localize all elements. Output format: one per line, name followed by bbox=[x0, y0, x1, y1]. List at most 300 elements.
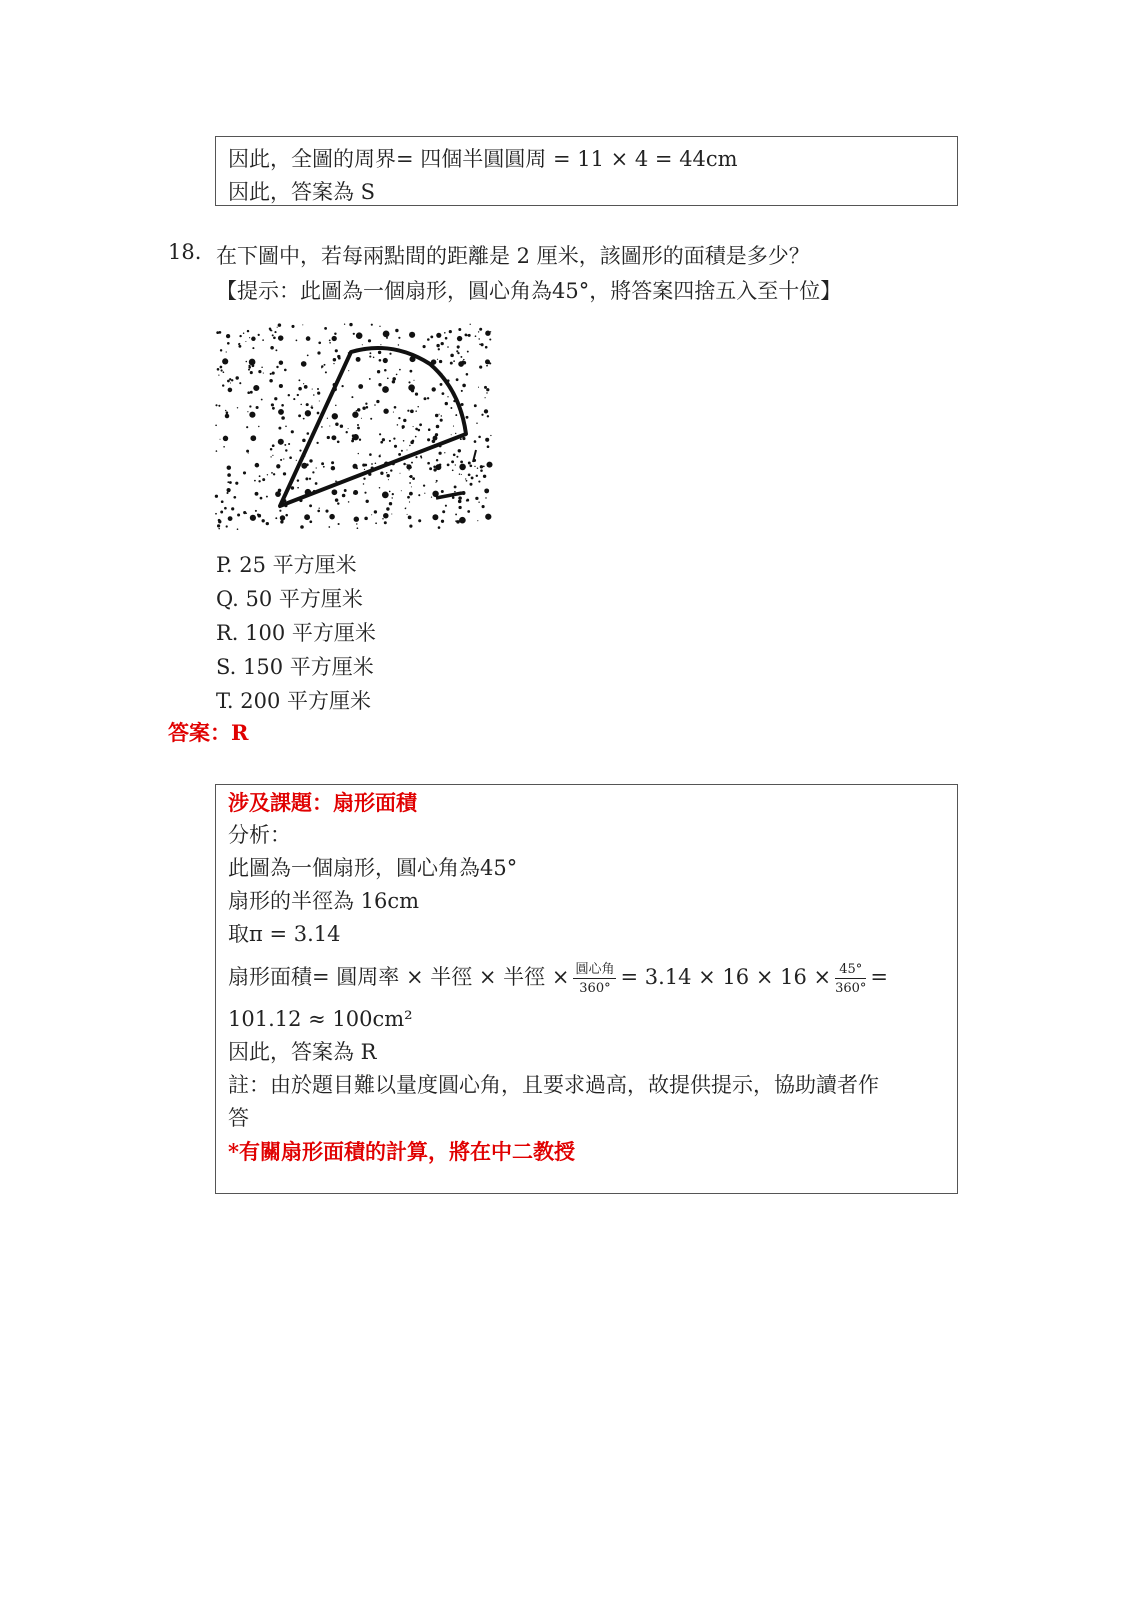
grid-dot bbox=[438, 348, 440, 350]
grid-dot bbox=[247, 391, 250, 394]
grid-dot bbox=[474, 466, 475, 467]
grid-dot bbox=[482, 505, 485, 508]
grid-dot bbox=[337, 440, 340, 443]
grid-dot bbox=[331, 466, 335, 470]
grid-dot bbox=[380, 472, 383, 475]
grid-dot bbox=[409, 445, 410, 446]
grid-dot bbox=[255, 510, 257, 512]
grid-dot bbox=[324, 364, 326, 366]
grid-dot bbox=[465, 478, 466, 479]
grid-dot bbox=[406, 449, 407, 450]
grid-dot bbox=[470, 324, 471, 325]
grid-dot bbox=[480, 465, 483, 468]
grid-dot bbox=[357, 527, 359, 529]
grid-dot bbox=[455, 433, 456, 434]
grid-dot bbox=[423, 484, 425, 486]
grid-dot bbox=[363, 483, 364, 484]
grid-dot bbox=[356, 332, 363, 339]
grid-dot bbox=[375, 463, 377, 465]
grid-dot bbox=[365, 403, 367, 405]
grid-dot bbox=[484, 488, 489, 493]
grid-dot bbox=[364, 469, 365, 470]
grid-dot bbox=[329, 425, 330, 426]
grid-dot bbox=[246, 361, 248, 363]
grid-dot bbox=[456, 456, 458, 458]
grid-dot bbox=[379, 326, 380, 327]
grid-dot bbox=[226, 351, 227, 352]
grid-dot bbox=[319, 508, 320, 509]
grid-dot bbox=[394, 406, 397, 409]
grid-dot bbox=[332, 413, 338, 419]
grid-dot bbox=[362, 406, 365, 409]
option-q: Q. 50 平方厘米 bbox=[216, 587, 363, 611]
grid-dot bbox=[439, 360, 442, 363]
grid-dot bbox=[341, 385, 343, 387]
grid-dot bbox=[451, 355, 453, 357]
grid-dot bbox=[224, 507, 227, 510]
grid-dot bbox=[441, 490, 444, 493]
grid-dot bbox=[468, 334, 471, 337]
grid-dot bbox=[374, 510, 377, 513]
grid-dot bbox=[293, 398, 295, 400]
grid-dot bbox=[349, 323, 352, 326]
grid-dot bbox=[387, 377, 389, 379]
grid-dot bbox=[237, 528, 239, 530]
grid-dot bbox=[457, 336, 462, 341]
grid-dot bbox=[382, 386, 389, 393]
grid-dot bbox=[357, 427, 360, 430]
fraction-angle bbox=[573, 963, 616, 995]
grid-dot bbox=[454, 485, 457, 488]
grid-dot bbox=[309, 459, 312, 462]
grid-dot bbox=[481, 414, 483, 416]
grid-dot bbox=[389, 491, 391, 493]
grid-dot bbox=[458, 449, 461, 452]
grid-dot bbox=[267, 474, 268, 475]
grid-dot bbox=[363, 478, 365, 480]
grid-dot bbox=[237, 513, 240, 516]
grid-dot bbox=[351, 396, 353, 398]
grid-dot bbox=[396, 374, 398, 376]
grid-dot bbox=[291, 430, 294, 433]
grid-dot bbox=[378, 383, 381, 386]
grid-dot bbox=[457, 347, 459, 349]
grid-dot bbox=[305, 477, 308, 480]
grid-dot bbox=[407, 496, 410, 499]
grid-dot bbox=[487, 415, 489, 417]
grid-dot bbox=[301, 463, 307, 469]
grid-dot bbox=[248, 365, 250, 367]
grid-dot bbox=[384, 369, 387, 372]
grid-dot bbox=[478, 436, 481, 439]
grid-dot bbox=[424, 493, 425, 494]
grid-dot bbox=[319, 400, 320, 401]
grid-dot bbox=[226, 334, 230, 338]
grid-dot bbox=[245, 341, 246, 342]
grid-dot bbox=[432, 514, 438, 520]
grid-dot bbox=[249, 412, 255, 418]
grid-dot bbox=[357, 424, 359, 426]
grid-dot bbox=[356, 410, 358, 412]
grid-dot bbox=[424, 397, 427, 400]
grid-dot bbox=[289, 456, 292, 459]
grid-dot bbox=[407, 410, 409, 412]
grid-dot bbox=[409, 501, 410, 502]
result-line: 101.12 ≈ 100cm² bbox=[228, 1007, 413, 1031]
grid-dot bbox=[407, 514, 408, 515]
grid-dot bbox=[411, 462, 413, 464]
grid-dot bbox=[302, 324, 303, 325]
grid-dot bbox=[476, 475, 478, 477]
grid-dot bbox=[316, 442, 318, 444]
grid-dot bbox=[335, 349, 338, 352]
grid-dot bbox=[467, 351, 469, 353]
grid-dot bbox=[313, 394, 315, 396]
grid-dot bbox=[288, 443, 290, 445]
grid-dot bbox=[249, 359, 256, 366]
grid-dot bbox=[306, 403, 309, 406]
grid-dot bbox=[344, 489, 347, 492]
grid-dot bbox=[476, 423, 477, 424]
grid-dot bbox=[467, 510, 470, 513]
grid-dot bbox=[356, 357, 361, 362]
grid-dot bbox=[279, 360, 283, 364]
grid-dot bbox=[410, 370, 413, 373]
grid-dot bbox=[228, 516, 233, 521]
grid-dot bbox=[274, 397, 277, 400]
grid-dot bbox=[331, 461, 334, 464]
grid-dot bbox=[470, 483, 473, 486]
grid-dot bbox=[478, 331, 479, 332]
grid-dot bbox=[250, 515, 256, 521]
grid-dot bbox=[270, 448, 273, 451]
grid-dot bbox=[408, 516, 412, 520]
grid-dot bbox=[485, 331, 490, 336]
grid-dot bbox=[419, 423, 422, 426]
grid-dot bbox=[239, 382, 241, 384]
grid-dot bbox=[377, 370, 380, 373]
grid-dot bbox=[317, 388, 319, 390]
grid-dot bbox=[228, 388, 233, 393]
grid-dot bbox=[458, 500, 462, 504]
grid-dot bbox=[389, 353, 391, 355]
grid-dot bbox=[486, 392, 487, 393]
grid-dot bbox=[273, 336, 276, 339]
grid-dot bbox=[390, 469, 392, 471]
grid-dot bbox=[490, 435, 491, 436]
grid-dot bbox=[479, 328, 482, 331]
grid-dot bbox=[229, 481, 232, 484]
grid-dot bbox=[258, 514, 262, 518]
grid-dot bbox=[483, 466, 485, 468]
grid-dot bbox=[272, 407, 275, 410]
grid-dot bbox=[248, 369, 250, 371]
grid-dot bbox=[271, 403, 274, 406]
grid-dot bbox=[243, 332, 244, 333]
grid-dot bbox=[317, 351, 320, 354]
conclusion-line: 因此，答案為 R bbox=[228, 1040, 377, 1064]
grid-dot bbox=[276, 366, 278, 368]
grid-dot bbox=[484, 409, 488, 413]
grid-dot bbox=[307, 355, 309, 357]
option-r: R. 100 平方厘米 bbox=[216, 621, 376, 645]
grid-dot bbox=[486, 462, 492, 468]
grid-dot bbox=[218, 528, 220, 530]
grid-dot bbox=[445, 337, 448, 340]
grid-dot bbox=[237, 407, 238, 408]
grid-dot bbox=[371, 463, 373, 465]
grid-dot bbox=[436, 480, 438, 482]
grid-dot bbox=[441, 520, 444, 523]
grid-dot bbox=[334, 332, 336, 334]
grid-dot bbox=[216, 450, 218, 452]
grid-dot bbox=[231, 507, 234, 510]
grid-dot bbox=[429, 467, 432, 470]
grid-dot bbox=[278, 439, 284, 445]
answer-label: 答案：R bbox=[168, 720, 249, 745]
grid-dot bbox=[373, 357, 375, 359]
grid-dot bbox=[480, 469, 483, 472]
grid-dot bbox=[218, 375, 219, 376]
fraction-45-denominator: 360° bbox=[835, 980, 867, 996]
grid-dot bbox=[383, 331, 390, 338]
grid-dot bbox=[327, 436, 330, 439]
grid-dot bbox=[329, 514, 335, 520]
grid-dot bbox=[370, 418, 372, 420]
grid-dot bbox=[222, 384, 224, 386]
grid-dot bbox=[388, 479, 389, 480]
grid-dot bbox=[441, 415, 442, 416]
grid-dot bbox=[215, 513, 217, 515]
grid-dot bbox=[398, 417, 400, 419]
grid-dot bbox=[435, 414, 438, 417]
grid-dot bbox=[371, 324, 373, 326]
grid-dot bbox=[484, 386, 487, 389]
grid-dot bbox=[408, 384, 415, 391]
grid-dot bbox=[300, 404, 302, 406]
grid-dot bbox=[255, 492, 259, 496]
grid-dot bbox=[327, 418, 328, 419]
grid-dot bbox=[270, 373, 272, 375]
grid-dot bbox=[235, 376, 238, 379]
grid-dot bbox=[283, 458, 284, 459]
grid-dot bbox=[392, 377, 396, 381]
grid-dot bbox=[486, 365, 488, 367]
grid-dot bbox=[348, 370, 349, 371]
grid-dot bbox=[258, 370, 261, 373]
grid-dot bbox=[452, 469, 454, 471]
solution-line-1: 此圖為一個扇形，圓心角為45° bbox=[228, 856, 518, 880]
grid-dot bbox=[221, 500, 224, 503]
grid-dot bbox=[261, 367, 263, 369]
grid-dot bbox=[220, 349, 222, 351]
grid-dot bbox=[285, 426, 287, 428]
grid-dot bbox=[393, 412, 394, 413]
grid-dot bbox=[229, 378, 231, 380]
question-text: 在下圖中，若每兩點間的距離是 2 厘米，該圖形的面積是多少？ bbox=[216, 244, 810, 268]
grid-dot bbox=[262, 478, 265, 481]
grid-dot bbox=[485, 346, 488, 349]
grid-dot bbox=[352, 412, 358, 418]
grid-dot bbox=[387, 474, 390, 477]
grid-dot bbox=[383, 358, 388, 363]
grid-dot bbox=[280, 459, 282, 461]
perimeter-line: 因此，全圖的周界= 四個半圓圓周 = 11 × 4 = 44cm bbox=[228, 147, 738, 171]
grid-dot bbox=[461, 474, 462, 475]
grid-dot bbox=[452, 496, 455, 499]
grid-dot bbox=[458, 506, 461, 509]
grid-dot bbox=[281, 404, 284, 407]
grid-dot bbox=[364, 517, 368, 521]
grid-dot bbox=[485, 359, 490, 364]
grid-dot bbox=[444, 452, 445, 453]
grid-dot bbox=[297, 487, 299, 489]
grid-dot bbox=[409, 470, 410, 471]
grid-dot bbox=[379, 487, 381, 489]
grid-dot bbox=[317, 510, 320, 513]
grid-dot bbox=[453, 360, 455, 362]
grid-dot bbox=[428, 428, 431, 431]
grid-dot bbox=[382, 518, 384, 520]
grid-dot bbox=[394, 445, 397, 448]
grid-dot bbox=[226, 492, 228, 494]
grid-dot bbox=[440, 419, 443, 422]
grid-dot bbox=[451, 460, 454, 463]
previous-solution-box bbox=[215, 136, 958, 206]
grid-dot bbox=[436, 333, 441, 338]
grid-dot bbox=[368, 339, 371, 342]
grid-dot bbox=[312, 471, 314, 473]
grid-dot bbox=[215, 404, 217, 406]
grid-dot bbox=[335, 423, 338, 426]
grid-dot bbox=[251, 337, 256, 342]
grid-dot bbox=[478, 501, 479, 502]
grid-dot bbox=[427, 397, 429, 399]
grid-dot bbox=[451, 434, 452, 435]
grid-dot bbox=[218, 520, 221, 523]
grid-dot bbox=[369, 378, 371, 380]
formula-part-2: = 3.14 × 16 × 16 × bbox=[620, 965, 832, 989]
grid-dot bbox=[298, 414, 301, 417]
grid-dot bbox=[435, 482, 436, 483]
grid-dot bbox=[399, 369, 401, 371]
grid-dot bbox=[460, 356, 462, 358]
note-line-2: 答 bbox=[228, 1106, 249, 1130]
grid-dot bbox=[220, 439, 221, 440]
grid-dot bbox=[439, 414, 440, 415]
grid-dot bbox=[403, 440, 405, 442]
grid-dot bbox=[417, 406, 418, 407]
grid-dot bbox=[455, 464, 456, 465]
grid-dot bbox=[458, 328, 461, 331]
grid-dot bbox=[329, 340, 331, 342]
grid-dot bbox=[359, 439, 361, 441]
grid-dot bbox=[230, 382, 231, 383]
grid-dot bbox=[405, 508, 407, 510]
grid-dot bbox=[225, 414, 229, 418]
grid-dot bbox=[466, 416, 469, 419]
grid-dot bbox=[366, 500, 369, 503]
grid-dot bbox=[262, 519, 265, 522]
grid-dot bbox=[280, 515, 285, 520]
grid-dot bbox=[487, 445, 490, 448]
grid-dot bbox=[348, 501, 350, 503]
grid-dot bbox=[325, 371, 327, 373]
grid-dot bbox=[220, 511, 223, 514]
solution-line-2: 扇形的半徑為 16cm bbox=[228, 889, 420, 913]
grid-dot bbox=[266, 522, 269, 525]
grid-dot bbox=[411, 486, 412, 487]
grid-dot bbox=[477, 520, 478, 521]
grid-dot bbox=[338, 523, 340, 525]
grid-dot bbox=[337, 502, 339, 504]
grid-dot bbox=[281, 416, 285, 420]
fraction-angle-numerator: 圓心角 bbox=[575, 961, 615, 977]
grid-dot bbox=[221, 369, 223, 371]
grid-dot bbox=[315, 482, 318, 485]
grid-dot bbox=[271, 472, 273, 474]
grid-dot bbox=[310, 407, 311, 408]
question-hint: 【提示：此圖為一個扇形，圓心角為45°，將答案四捨五入至十位】 bbox=[216, 279, 842, 303]
grid-dot bbox=[273, 473, 275, 475]
grid-dot bbox=[301, 361, 307, 367]
grid-dot bbox=[409, 492, 413, 496]
grid-dot bbox=[346, 431, 348, 433]
grid-dot bbox=[438, 452, 441, 455]
fraction-angle-denominator: 360° bbox=[579, 980, 611, 996]
grid-dot bbox=[351, 439, 354, 442]
grid-dot bbox=[436, 344, 439, 347]
grid-dot bbox=[432, 387, 436, 391]
grid-dot bbox=[489, 338, 491, 340]
grid-dot bbox=[401, 450, 403, 452]
grid-dot bbox=[246, 426, 248, 428]
grid-dot bbox=[483, 475, 486, 478]
grid-dot bbox=[252, 347, 254, 349]
grid-dot bbox=[304, 385, 308, 389]
grid-dot bbox=[409, 525, 412, 528]
grid-dot bbox=[266, 496, 268, 498]
grid-dot bbox=[300, 525, 304, 529]
grid-dot bbox=[380, 441, 383, 444]
area-formula bbox=[228, 951, 945, 1003]
grid-dot bbox=[455, 414, 457, 416]
grid-dot bbox=[328, 526, 330, 528]
grid-dot bbox=[276, 464, 280, 468]
grid-dot bbox=[333, 363, 334, 364]
grid-dot bbox=[261, 399, 263, 401]
grid-dot bbox=[227, 488, 231, 492]
grid-dot bbox=[460, 438, 462, 440]
topic-title: 涉及課題：扇形面積 bbox=[228, 790, 417, 815]
grid-dot bbox=[456, 378, 459, 381]
dot-grid bbox=[215, 323, 493, 530]
grid-dot bbox=[427, 462, 430, 465]
grid-dot bbox=[279, 510, 281, 512]
grid-dot bbox=[332, 489, 338, 495]
grid-dot bbox=[254, 480, 256, 482]
grid-dot bbox=[485, 514, 491, 520]
grid-dot bbox=[478, 481, 480, 483]
grid-dot bbox=[250, 391, 253, 394]
grid-dot bbox=[262, 339, 264, 341]
grid-dot bbox=[475, 335, 477, 337]
grid-dot bbox=[433, 436, 438, 441]
grid-dot bbox=[323, 466, 325, 468]
grid-dot bbox=[256, 406, 259, 409]
grid-dot bbox=[235, 482, 238, 485]
grid-dot bbox=[226, 411, 229, 414]
